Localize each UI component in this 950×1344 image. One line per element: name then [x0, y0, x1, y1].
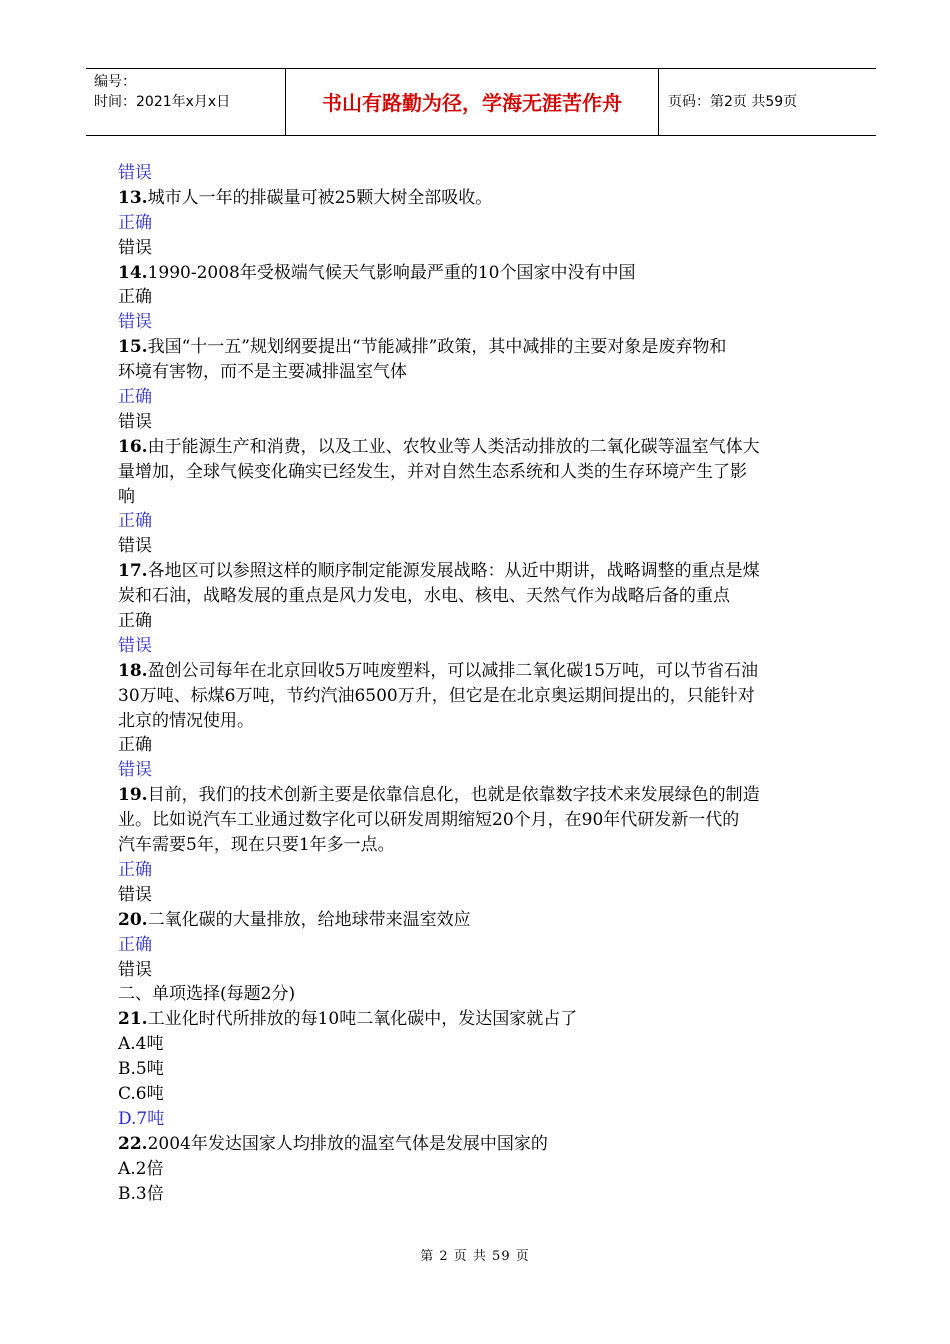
line-text: 业。比如说汽车工业通过数字化可以研发周期缩短20个月，在90年代研发新一代的	[118, 810, 740, 831]
line-text: 正确	[118, 735, 152, 756]
line-text: 汽车需要5年，现在只要1年多一点。	[118, 835, 395, 856]
page-header	[86, 68, 876, 136]
line-text: 正确	[118, 212, 152, 233]
answer-line	[118, 634, 846, 659]
line-text: B.3倍	[118, 1183, 164, 1204]
header-top-rule	[86, 68, 876, 69]
answer-line	[118, 933, 846, 958]
header-divider	[658, 68, 659, 136]
question-number: 14.	[118, 262, 148, 283]
text-line	[118, 1182, 846, 1207]
line-text: 正确	[118, 611, 152, 632]
text-line	[118, 1157, 846, 1182]
text-line	[118, 236, 846, 261]
text-line	[118, 410, 846, 435]
text-line	[118, 584, 846, 609]
question-line	[118, 783, 846, 808]
text-line	[118, 534, 846, 559]
text-line	[118, 1082, 846, 1107]
line-text: 城市人一年的排碳量可被25颗大树全部吸收。	[147, 187, 493, 208]
line-text: B.5吨	[118, 1059, 164, 1080]
line-text: 错误	[118, 411, 152, 432]
answer-line	[118, 758, 846, 783]
line-text: 目前，我们的技术创新主要是依靠信息化，也就是依靠数字技术来发展绿色的制造	[147, 785, 760, 806]
text-line	[118, 982, 846, 1007]
line-text: 错误	[118, 959, 152, 980]
question-line	[118, 261, 846, 286]
question-line	[118, 335, 846, 360]
question-number: 20.	[118, 909, 148, 930]
line-text: 炭和石油，战略发展的重点是风力发电，水电、核电、天然气作为战略后备的重点	[118, 586, 730, 607]
line-text: 盈创公司每年在北京回收5万吨废塑料，可以减排二氧化碳15万吨，可以节省石油	[147, 660, 759, 681]
line-text: 二、单项选择(每题2分)	[118, 984, 296, 1005]
question-number: 22.	[118, 1133, 148, 1154]
line-text: A.4吨	[118, 1034, 164, 1055]
answer-line	[118, 385, 846, 410]
text-line	[118, 709, 846, 734]
answer-line	[118, 509, 846, 534]
text-line	[118, 485, 846, 510]
question-line	[118, 908, 846, 933]
code-label: 编号：	[94, 74, 136, 90]
line-text: 量增加，全球气候变化确实已经发生，并对自然生态系统和人类的生存环境产生了影	[118, 461, 747, 482]
time-label: 时间：2021年x月x日	[94, 94, 231, 110]
text-line	[118, 883, 846, 908]
text-line	[118, 1032, 846, 1057]
line-text: D.7吨	[118, 1108, 165, 1129]
header-page-number: 页码：第2页 共59页	[668, 94, 798, 110]
answer-line	[118, 211, 846, 236]
line-text: 错误	[118, 237, 152, 258]
question-number: 17.	[118, 561, 148, 582]
header-motto: 书山有路勤为径，学海无涯苦作舟	[322, 91, 622, 115]
text-line	[118, 460, 846, 485]
line-text: 正确	[118, 511, 152, 532]
answer-line	[118, 161, 846, 186]
text-line	[118, 733, 846, 758]
answer-line	[118, 858, 846, 883]
question-line	[118, 186, 846, 211]
line-text: 二氧化碳的大量排放，给地球带来温室效应	[147, 909, 471, 930]
question-number: 19.	[118, 785, 148, 806]
line-text: 错误	[118, 163, 152, 183]
question-line	[118, 659, 846, 684]
line-text: 北京的情况使用。	[118, 710, 254, 731]
header-bottom-rule	[86, 135, 876, 136]
document-body	[118, 161, 846, 1206]
text-line	[118, 958, 846, 983]
question-line	[118, 1007, 846, 1032]
text-line	[118, 609, 846, 634]
line-text: 响	[118, 486, 135, 507]
line-text: 正确	[118, 387, 152, 408]
line-text: 错误	[118, 312, 152, 333]
question-line	[118, 559, 846, 584]
text-line	[118, 808, 846, 833]
line-text: 由于能源生产和消费，以及工业、农牧业等人类活动排放的二氧化碳等温室气体大	[147, 436, 760, 457]
header-meta	[94, 72, 230, 112]
line-text: 正确	[118, 859, 152, 880]
line-text: 错误	[118, 760, 152, 781]
question-number: 16.	[118, 436, 148, 457]
line-text: A.2倍	[118, 1158, 164, 1179]
line-text: 环境有害物，而不是主要减排温室气体	[118, 362, 407, 383]
line-text: 正确	[118, 287, 152, 308]
line-text: 30万吨、标煤6万吨，节约汽油6500万升，但它是在北京奥运期间提出的，只能针对	[118, 685, 755, 706]
text-line	[118, 684, 846, 709]
line-text: 错误	[118, 635, 152, 656]
question-line	[118, 1132, 846, 1157]
line-text: 1990-2008年受极端气候天气影响最严重的10个国家中没有中国	[147, 262, 636, 283]
text-line	[118, 360, 846, 385]
line-text: 错误	[118, 536, 152, 557]
answer-line	[118, 1107, 846, 1132]
page-footer: 第 2 页 共 59 页	[420, 1249, 530, 1264]
line-text: 正确	[118, 934, 152, 955]
text-line	[118, 1057, 846, 1082]
text-line	[118, 285, 846, 310]
question-number: 21.	[118, 1009, 148, 1030]
question-number: 13.	[118, 187, 148, 208]
question-number: 18.	[118, 660, 148, 681]
line-text: 2004年发达国家人均排放的温室气体是发展中国家的	[147, 1133, 548, 1154]
line-text: 我国“十一五”规划纲要提出“节能减排”政策，其中减排的主要对象是废弃物和	[147, 337, 727, 358]
text-line	[118, 833, 846, 858]
line-text: 工业化时代所排放的每10吨二氧化碳中，发达国家就占了	[147, 1009, 578, 1030]
line-text: C.6吨	[118, 1083, 164, 1104]
line-text: 各地区可以参照这样的顺序制定能源发展战略：从近中期讲，战略调整的重点是煤	[147, 561, 760, 582]
question-number: 15.	[118, 337, 148, 358]
question-line	[118, 435, 846, 460]
line-text: 错误	[118, 884, 152, 905]
answer-line	[118, 310, 846, 335]
